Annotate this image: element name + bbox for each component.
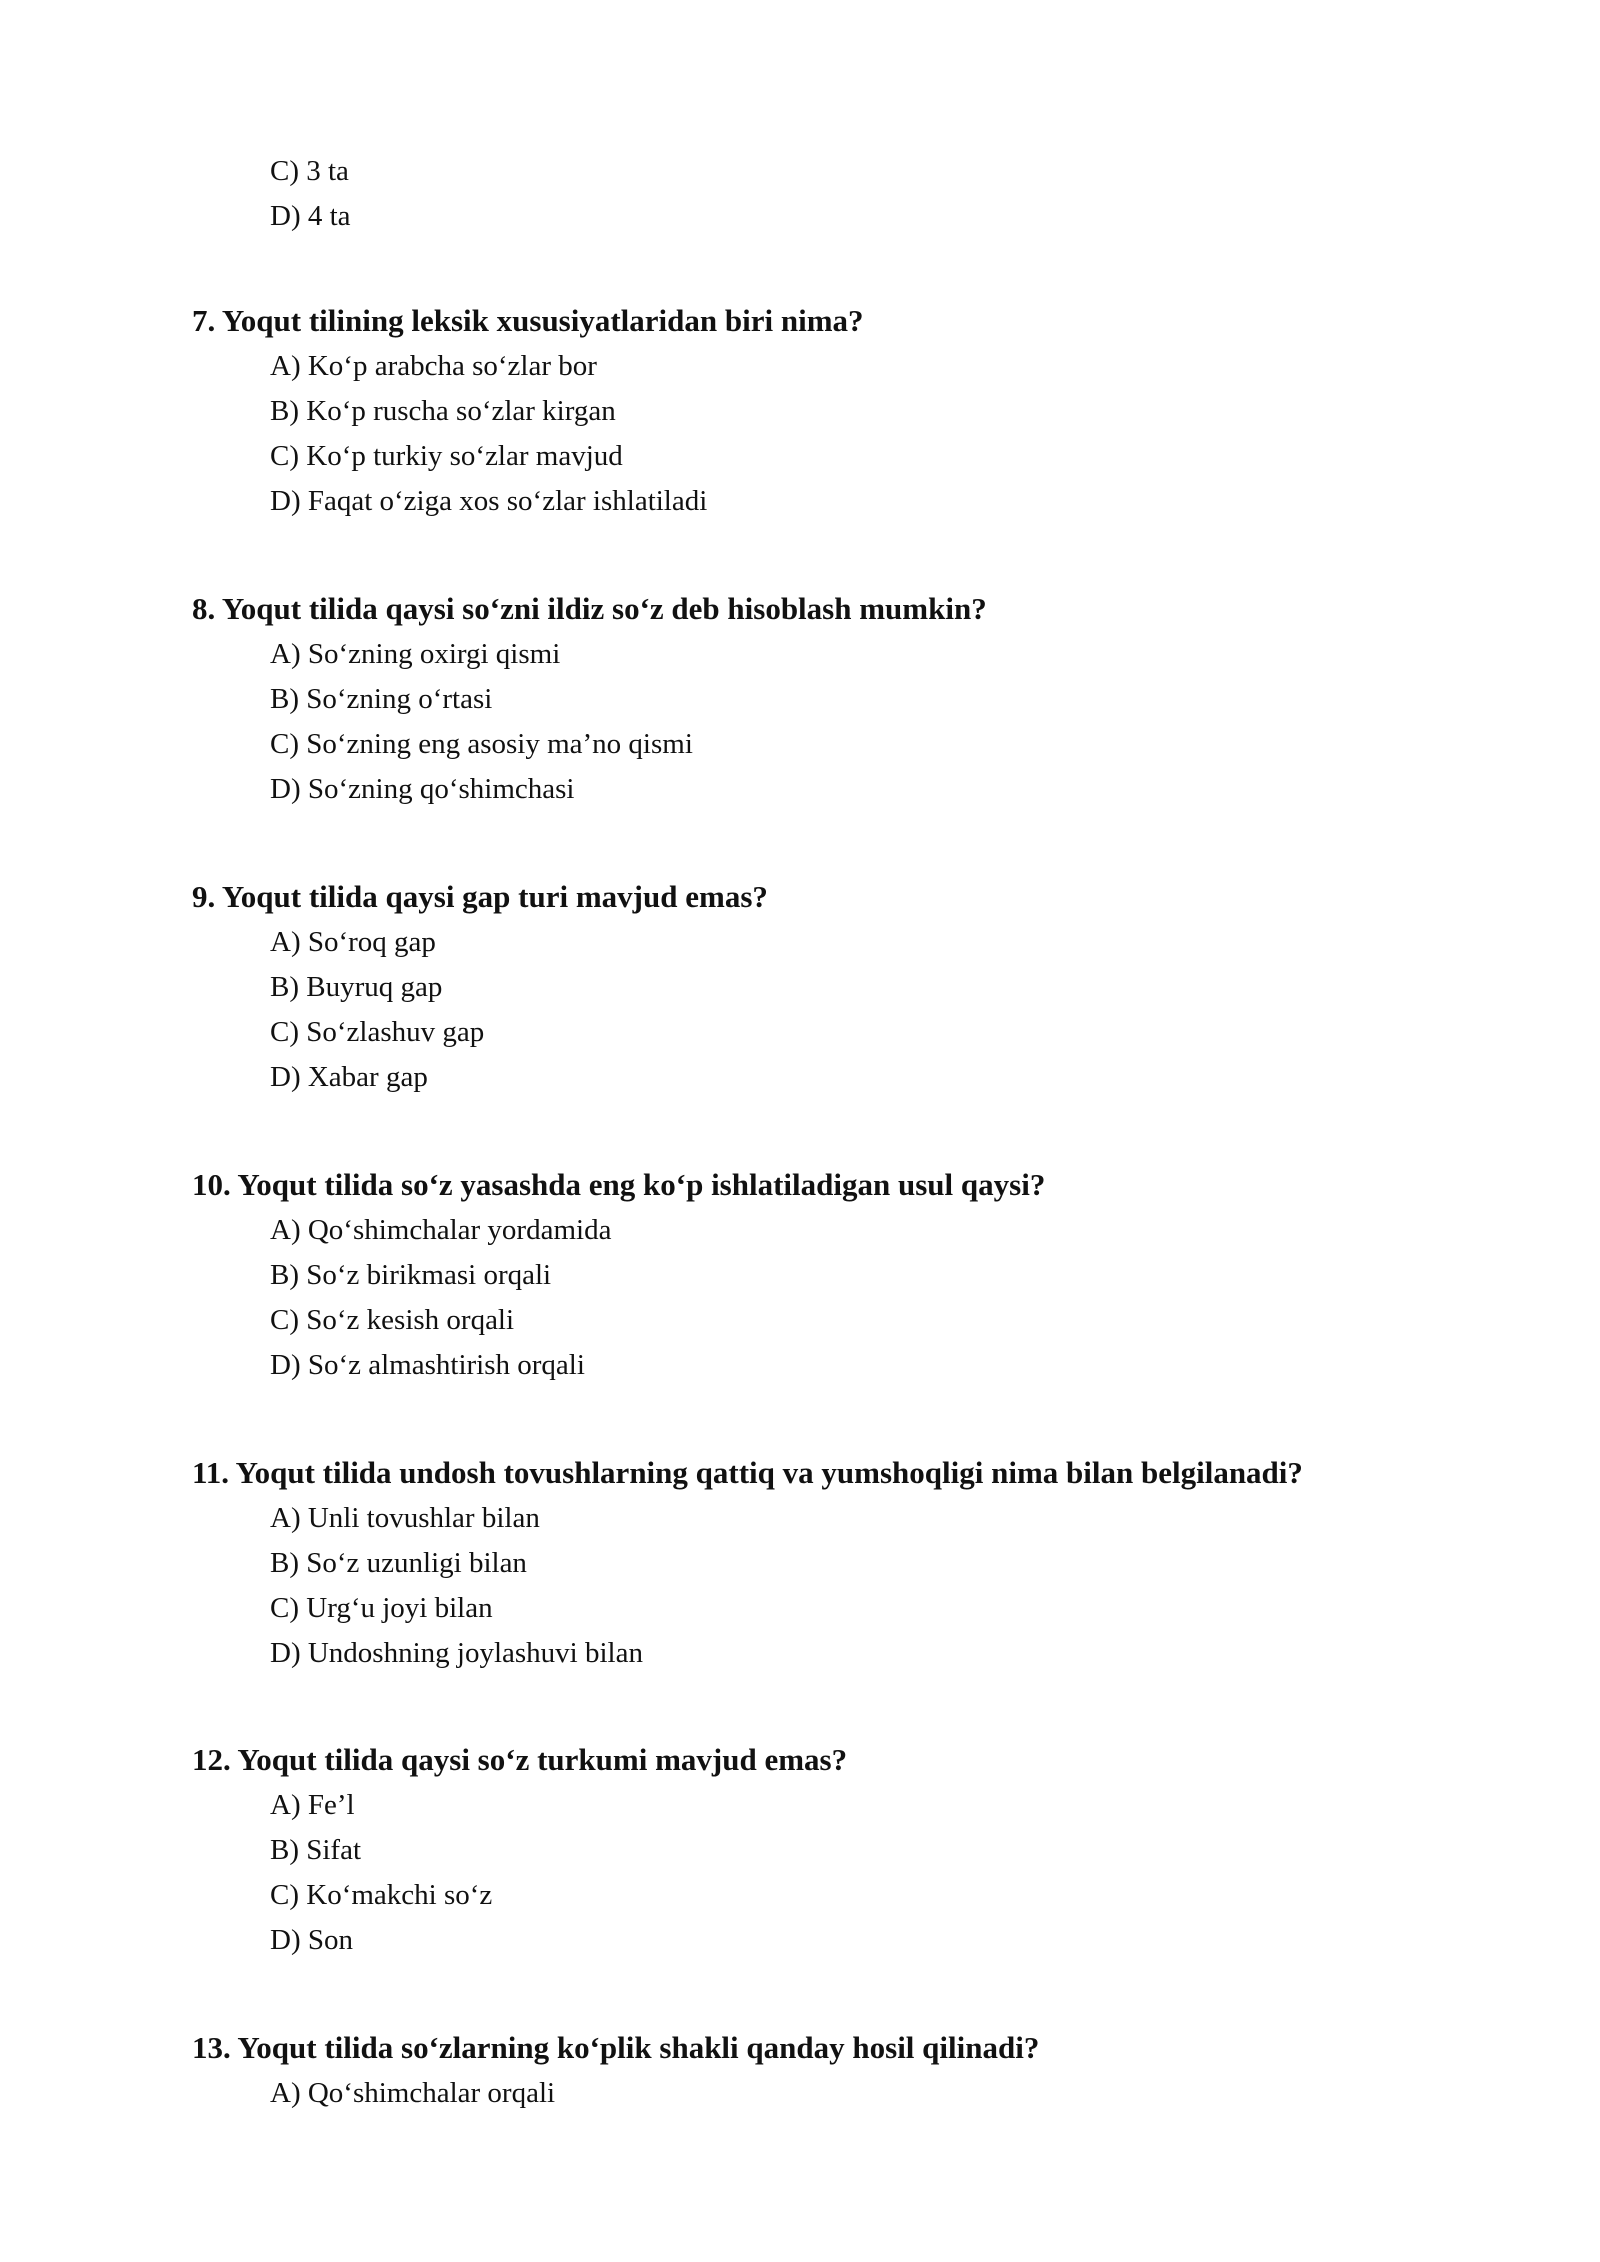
question-10 xyxy=(0,1162,1600,1388)
option: D) Xabar gap xyxy=(270,1061,428,1093)
option: C) Ko‘makchi so‘z xyxy=(270,1879,493,1911)
option: C) So‘z kesish orqali xyxy=(270,1304,515,1336)
option: C) 3 ta xyxy=(270,155,349,187)
option: B) Buyruq gap xyxy=(270,971,443,1003)
question-text: 11. Yoqut tilida undosh tovushlarning qattiq va yumshoqligi nima bilan belgilanadi? xyxy=(192,1455,1303,1490)
question-text: 12. Yoqut tilida qaysi so‘z turkumi mavjud emas? xyxy=(192,1742,848,1777)
question-11 xyxy=(0,1450,1600,1676)
question-text: 9. Yoqut tilida qaysi gap turi mavjud emas? xyxy=(192,879,768,914)
leading-options xyxy=(0,149,1600,239)
option: D) Son xyxy=(270,1924,353,1956)
option: B) So‘zning o‘rtasi xyxy=(270,683,493,715)
option: A) So‘roq gap xyxy=(270,926,436,958)
option: B) Ko‘p ruscha so‘zlar kirgan xyxy=(270,395,616,427)
option: A) Qo‘shimchalar orqali xyxy=(270,2077,556,2109)
option: A) Fe’l xyxy=(270,1789,355,1821)
question-text: 8. Yoqut tilida qaysi so‘zni ildiz so‘z deb hisoblash mumkin? xyxy=(192,591,987,626)
option: D) So‘zning qo‘shimchasi xyxy=(270,773,575,805)
option: C) Urg‘u joyi bilan xyxy=(270,1592,493,1624)
option: D) Undoshning joylashuvi bilan xyxy=(270,1637,643,1669)
option: B) So‘z birikmasi orqali xyxy=(270,1259,552,1291)
option: A) Ko‘p arabcha so‘zlar bor xyxy=(270,350,597,382)
option: D) 4 ta xyxy=(270,200,351,232)
question-12 xyxy=(0,1737,1600,1963)
question-13 xyxy=(0,2025,1600,2116)
question-text: 7. Yoqut tilining leksik xususiyatlaridan biri nima? xyxy=(192,303,864,338)
option: D) So‘z almashtirish orqali xyxy=(270,1349,585,1381)
question-8 xyxy=(0,586,1600,812)
option: C) Ko‘p turkiy so‘zlar mavjud xyxy=(270,440,623,472)
option: A) Unli tovushlar bilan xyxy=(270,1502,540,1534)
option: C) So‘zlashuv gap xyxy=(270,1016,485,1048)
question-7 xyxy=(0,298,1600,524)
option: B) So‘z uzunligi bilan xyxy=(270,1547,527,1579)
option: D) Faqat o‘ziga xos so‘zlar ishlatiladi xyxy=(270,485,708,517)
question-text: 13. Yoqut tilida so‘zlarning ko‘plik shakli qanday hosil qilinadi? xyxy=(192,2030,1040,2065)
option: A) Qo‘shimchalar yordamida xyxy=(270,1214,612,1246)
option: B) Sifat xyxy=(270,1834,362,1866)
question-text: 10. Yoqut tilida so‘z yasashda eng ko‘p ishlatiladigan usul qaysi? xyxy=(192,1167,1046,1202)
option: C) So‘zning eng asosiy ma’no qismi xyxy=(270,728,693,760)
option: A) So‘zning oxirgi qismi xyxy=(270,638,561,670)
question-9 xyxy=(0,874,1600,1100)
